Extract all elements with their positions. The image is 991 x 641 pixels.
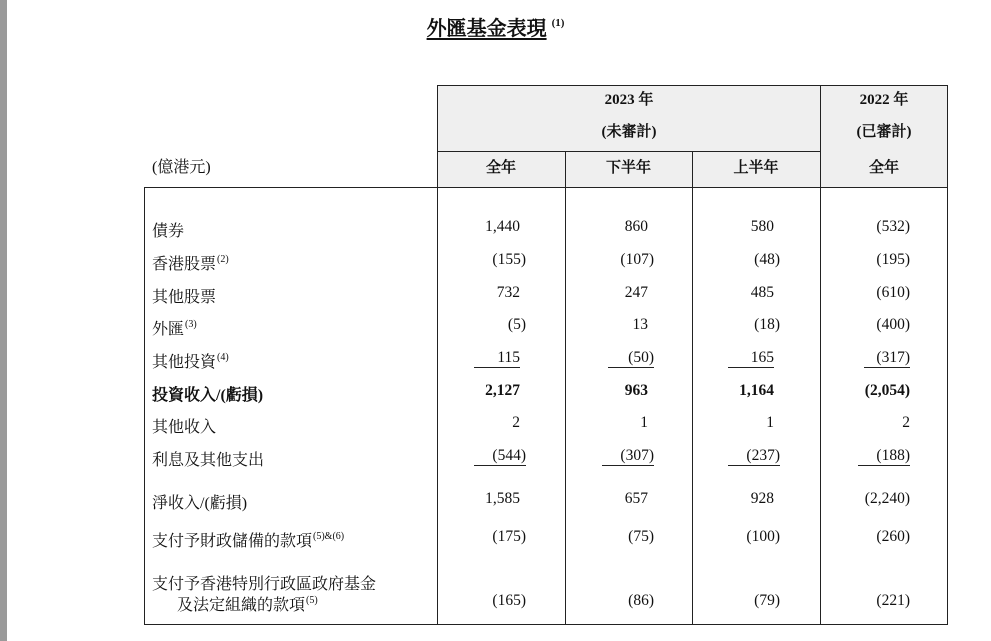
cell-h2-2023: (50) <box>608 349 654 368</box>
cell-full-2023: (544) <box>474 447 526 466</box>
col-header-h1-2023: 上半年 <box>733 160 779 176</box>
cell-h2-2023: (107) <box>620 251 654 268</box>
page-title <box>0 12 991 41</box>
status-2023-label: (未審計) <box>601 124 657 140</box>
cell-full-2022: (195) <box>876 251 910 268</box>
row-label: 債券 <box>152 223 185 240</box>
cell-h2-2023: 860 <box>624 218 648 235</box>
cell-h2-2023: (86) <box>628 592 654 609</box>
cell-h2-2023: 963 <box>624 382 648 399</box>
row-label: 香港股票$^{(2)}$ <box>152 254 229 273</box>
row-label: 淨收入/(虧損) <box>152 495 248 512</box>
cell-full-2023: (155) <box>492 251 526 268</box>
cell-full-2022: (188) <box>858 447 910 466</box>
cell-h1-2023: (100) <box>746 528 780 545</box>
col-header-full-2023: 全年 <box>485 160 516 176</box>
cell-full-2023: 115 <box>474 349 520 368</box>
col-divider-4 <box>820 187 821 625</box>
table-body-frame <box>144 187 948 625</box>
row-label: 其他股票 <box>152 289 217 306</box>
cell-full-2023: (165) <box>492 592 526 609</box>
cell-h2-2023: (75) <box>628 528 654 545</box>
unit-label: (億港元) <box>152 159 211 176</box>
cell-h1-2023: 928 <box>750 490 774 507</box>
cell-full-2023: 1,585 <box>485 490 520 507</box>
header-2023-divider <box>437 151 821 152</box>
title-text: 外匯基金表現 <box>426 18 547 40</box>
row-label: 利息及其他支出 <box>152 452 265 469</box>
col-header-h2-2023: 下半年 <box>605 160 651 176</box>
title-footnote: (1) <box>551 17 565 29</box>
cell-full-2022: (532) <box>876 218 910 235</box>
cell-full-2022: (2,054) <box>864 382 910 399</box>
col-divider-3 <box>692 151 693 625</box>
row-label: 支付予財政儲備的款項$^{(5)\&(6)}$ <box>152 531 345 550</box>
cell-h1-2023: 485 <box>750 284 774 301</box>
cell-h2-2023: 657 <box>624 490 648 507</box>
cell-full-2023: 2 <box>512 414 520 431</box>
row-label: 其他投資$^{(4)}$ <box>152 352 229 371</box>
col-divider-1 <box>437 187 438 625</box>
cell-h1-2023: 580 <box>750 218 774 235</box>
status-2022-label: (已審計) <box>856 124 912 140</box>
cell-h1-2023: (48) <box>754 251 780 268</box>
row-label-continued: 及法定組織的款項$^{(5)}$ <box>177 595 318 614</box>
window-left-edge <box>0 0 7 641</box>
cell-full-2022: (317) <box>864 349 910 368</box>
cell-h2-2023: (307) <box>602 447 654 466</box>
cell-h1-2023: 1 <box>766 414 774 431</box>
cell-h1-2023: (79) <box>754 592 780 609</box>
cell-h1-2023: 165 <box>728 349 774 368</box>
cell-h1-2023: (18) <box>754 316 780 333</box>
cell-h2-2023: 13 <box>632 316 648 333</box>
cell-h1-2023: (237) <box>728 447 780 466</box>
col-divider-2 <box>565 151 566 625</box>
row-label: 外匯$^{(3)}$ <box>152 319 197 338</box>
cell-full-2022: (2,240) <box>864 490 910 507</box>
cell-full-2023: (5) <box>507 316 526 333</box>
cell-h2-2023: 247 <box>624 284 648 301</box>
year-2023-label: 2023 年 <box>604 92 654 108</box>
col-header-full-2022: 全年 <box>868 160 899 176</box>
cell-full-2022: (221) <box>876 592 910 609</box>
row-label: 其他收入 <box>152 419 217 436</box>
row-label: 支付予香港特別行政區政府基金 <box>152 576 377 593</box>
row-label: 投資收入/(虧損) <box>152 387 264 404</box>
cell-full-2023: (175) <box>492 528 526 545</box>
cell-full-2022: 2 <box>902 414 910 431</box>
cell-full-2022: (400) <box>876 316 910 333</box>
cell-full-2022: (610) <box>876 284 910 301</box>
year-2022-label: 2022 年 <box>859 92 909 108</box>
cell-full-2023: 1,440 <box>485 218 520 235</box>
cell-full-2023: 732 <box>496 284 520 301</box>
cell-h1-2023: 1,164 <box>739 382 774 399</box>
cell-full-2022: (260) <box>876 528 910 545</box>
cell-h2-2023: 1 <box>640 414 648 431</box>
cell-full-2023: 2,127 <box>485 382 520 399</box>
